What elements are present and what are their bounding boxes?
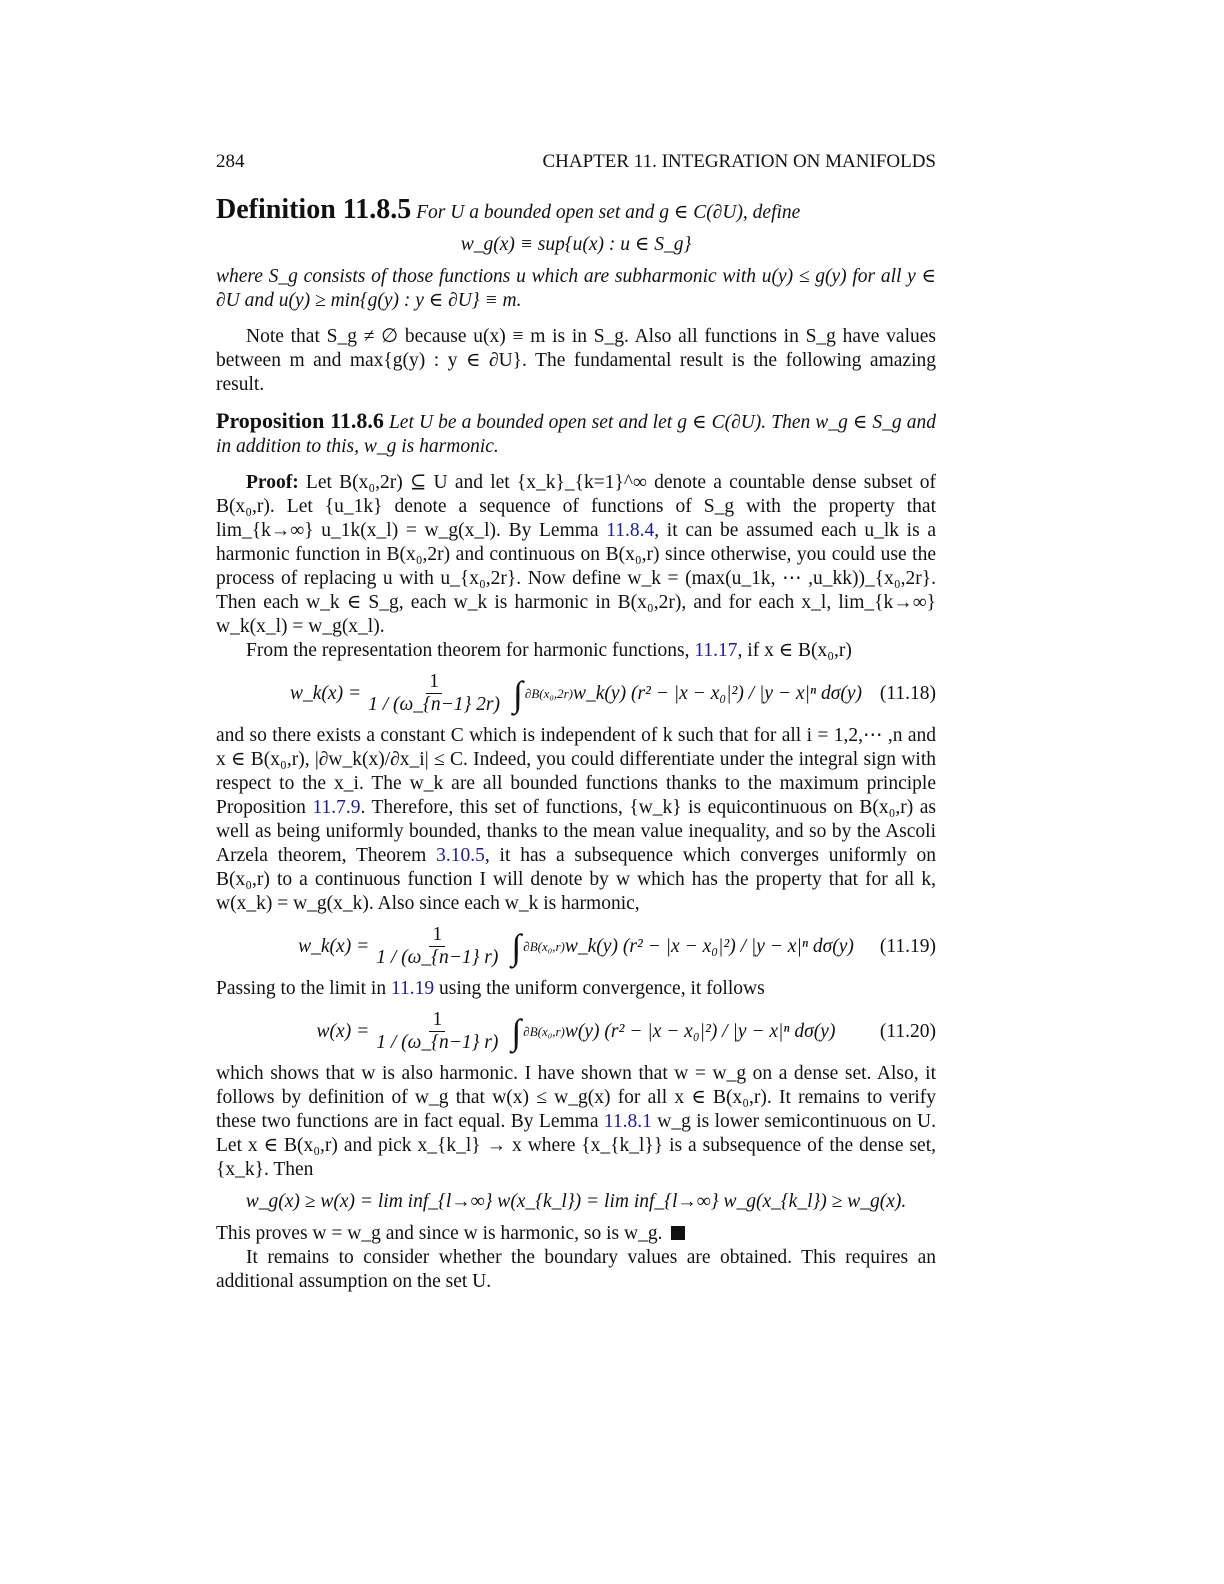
- proof-paragraph-3: and so there exists a constant C which is independent of k such that for all i = 1,2,⋯ ,n and x ∈ B(x₀,r), |∂w_k(x)/∂x_i| ≤ C. Indeed, you could differentiate under the integral sign with respect to the x_i. The w_k are all bounded functions thanks to the maximum principle Proposition 11.7.9. Therefore, this set of functions, {w_k} is equicontinuous on B(x₀,r) as well as being uniformly bounded, thanks to the mean value inequality, and so by the Ascoli Arzela theorem, Theorem 3.10.5, it has a subsequence which converges uniformly on B(x₀,r) to a continuous function I will denote by w which has the property that for all k, w(x_k) = w_g(x_k). Also since each w_k is harmonic,: [216, 725, 936, 914]
- definition-intro: For U a bounded open set and g ∈ C(∂U), define: [416, 202, 801, 223]
- integral-sign: ∫: [511, 926, 522, 967]
- proposition-body: Let U be a bounded open set and let g ∈ C(∂U). Then w_g ∈ S_g and in addition to this, w_g is harmonic.: [216, 412, 936, 457]
- proposition-title: Proposition 11.8.6: [216, 408, 384, 433]
- lemma-link-11-8-4[interactable]: 11.8.4: [606, 520, 655, 541]
- theorem-link-11-17[interactable]: 11.17: [694, 640, 738, 661]
- running-title: CHAPTER 11. INTEGRATION ON MANIFOLDS: [542, 151, 936, 172]
- proof-conclusion: This proves w = w_g and since w is harmonic, so is w_g.: [216, 1222, 936, 1246]
- page-content: [216, 194, 937, 1294]
- proof-label: Proof:: [246, 472, 299, 493]
- page-number: 284: [216, 151, 245, 172]
- equation-link-11-19[interactable]: 11.19: [390, 978, 435, 999]
- integral-sign: ∫: [511, 1011, 522, 1052]
- equation-number: (11.20): [879, 1020, 936, 1042]
- closing-paragraph: It remains to consider whether the boundary values are obtained. This requires an additional assumption on the set U.: [216, 1247, 936, 1292]
- proposition: [216, 409, 936, 459]
- equation-11-19: w_k(x) = $\frac{1}{1 / (\omega\_\{n-1\} r)}$ ∫ ∂B(x₀,r) w_k(y) (r² − |x − x₀|²) / |y − x|ⁿ dσ(y) (11.19): [298, 924, 936, 968]
- definition-body: where S_g consists of those functions u which are subharmonic with u(y) ≤ g(y) for all y ∈ ∂U and u(y) ≥ min{g(y) : y ∈ ∂U} ≡ m.: [216, 266, 936, 311]
- definition-equation: w_g(x) ≡ sup{u(x) : u ∈ S_g}: [460, 234, 692, 255]
- integral-sign: ∫: [513, 673, 523, 714]
- proof-paragraph-2: From the representation theorem for harmonic functions, 11.17, if x ∈ B(x₀,r): [246, 640, 852, 661]
- page-header: [216, 150, 936, 174]
- equation-number: (11.19): [879, 935, 936, 957]
- definition-heading: [216, 194, 936, 225]
- qed-square-icon: [671, 1226, 685, 1240]
- theorem-link-3-10-5[interactable]: 3.10.5: [436, 845, 485, 866]
- final-inequality: w_g(x) ≥ w(x) = lim inf_{l→∞} w(x_{k_l}) = lim inf_{l→∞} w_g(x_{k_l}) ≥ w_g(x).: [245, 1191, 907, 1212]
- proof-paragraph-4: Passing to the limit in 11.19 using the uniform convergence, it follows: [216, 978, 765, 999]
- proposition-link-11-7-9[interactable]: 11.7.9: [312, 797, 361, 818]
- equation-11-20: w(x) = $\frac{1}{1 / (\omega\_\{n-1\} r)}$ ∫ ∂B(x₀,r) w(y) (r² − |x − x₀|²) / |y − x|ⁿ dσ(y) (11.20): [316, 1009, 936, 1053]
- equation-number: (11.18): [879, 682, 936, 704]
- proof-paragraph-5: which shows that w is also harmonic. I have shown that w = w_g on a dense set. Also, it follows by definition of w_g that w(x) ≤ w_g(x) for all x ∈ B(x₀,r). It remains to verify these two functions are in fact equal. By Lemma 11.8.1 w_g is lower semicontinuous on U. Let x ∈ B(x₀,r) and pick x_{k_l} → x where {x_{k_l}} is a subsequence of the dense set, {x_k}. Then: [216, 1063, 937, 1180]
- definition-title: Definition 11.8.5: [216, 194, 412, 225]
- equation-11-18: w_k(x) = $\frac{1}{1 / (\omega\_\{n-1\} 2r)}$ ∫ ∂B(x₀,2r) w_k(y) (r² − |x − x₀|²) / |y − x|ⁿ dσ(y) (11.18): [290, 671, 936, 715]
- lemma-link-11-8-1[interactable]: 11.8.1: [603, 1111, 652, 1132]
- note-paragraph: Note that S_g ≠ ∅ because u(x) ≡ m is in S_g. Also all functions in S_g have values between m and max{g(y) : y ∈ ∂U}. The fundamental result is the following amazing result.: [216, 326, 936, 395]
- proof-paragraph-1: Proof: Let B(x₀,2r) ⊆ U and let {x_k}_{k=1}^∞ denote a countable dense subset of B(x₀,r). Let {u_1k} denote a sequence of functions of S_g with the property that lim_{k→∞} u_1k(x_l) = w_g(x_l). By Lemma 11.8.4, it can be assumed each u_lk is a harmonic function in B(x₀,2r) and continuous on B(x₀,r) since otherwise, you could use the process of replacing u with u_{x₀,2r}. Now define w_k = (max(u_1k, ⋯ ,u_kk))_{x₀,2r}. Then each w_k ∈ S_g, each w_k is harmonic in B(x₀,2r), and for each x_l, lim_{k→∞} w_k(x_l) = w_g(x_l).: [216, 472, 937, 637]
